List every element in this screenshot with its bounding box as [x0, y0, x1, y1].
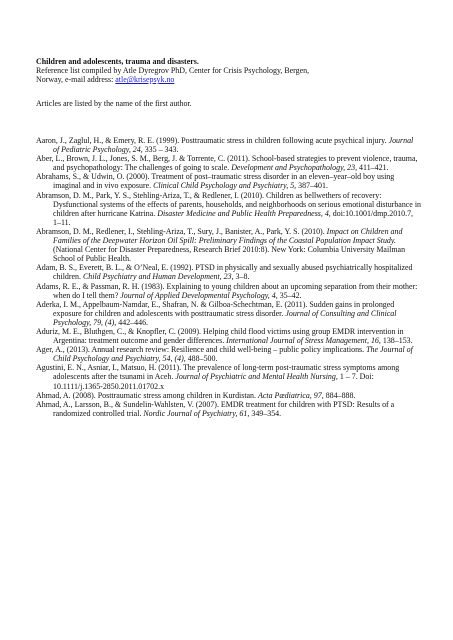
reference-entry [36, 391, 421, 400]
reference-entry [36, 227, 421, 263]
reference-entry [36, 172, 421, 190]
reference-details: 35–42. [277, 290, 302, 300]
reference-entry [36, 345, 421, 363]
reference-text: Abramson, D. M., Redlener, I., Stehling-Ariza, T., Sury, J., Banister, A., Park, Y. S. (2010). [36, 226, 327, 236]
reference-text: Aber, L., Brown, J. L., Jones, S. M., Berg, J. & Torrente, C. (2011). School-based strategies to prevent violence, trauma, and psychopathology: The challenges of going to scale. [36, 154, 418, 173]
reference-text: Ager, A., (2013). Annual research review: Resilience and child well-being – public policy implications. [36, 345, 367, 355]
reference-details: (National Center for Disaster Preparedness, Research Brief 2010:8). New York: Columbia University Mailman School of Public Health. [53, 245, 406, 264]
email-label: Norway, e-mail address: [36, 75, 116, 85]
reference-source: Nordic Journal of Psychiatry, 61, [143, 408, 250, 418]
reference-source: Development and Psychopathology, 23, [231, 163, 358, 173]
reference-text: Abramson, D. M., Park, Y. S., Stehling-Ariza, T., & Redlener, I. (2010). Children as bellwethers of recovery: Dysfunctional systems of the effects of parents, households, and neighborhoods on serious emotional disturbance in children after hurricane Katrina. [36, 190, 421, 218]
reference-entry [36, 300, 421, 327]
email-link[interactable]: atle@krisepsyk.no [115, 75, 175, 85]
reference-source: Journal of Pediatric Psychology, 24, [53, 136, 414, 155]
reference-text: Aderka, I. M., Appelbaum-Namdar, E., Shafran, N. & Gilboa-Schechtman, E. (2011). Sudden gains in prolonged exposure for children and adolescents with posttraumatic stress disorder. [36, 299, 395, 318]
reference-text: Aaron, J., Zaglul, H., & Emery, R. E. (1999). Posttraumatic stress in children following acute psychical injury. [36, 136, 389, 145]
reference-text: Ahmad, A. (2008). Posttraumatic stress among children in Kurdistan. [36, 390, 258, 400]
reference-text: Adam, B. S., Everett, B. L., & O’Neal, E. (1992). PTSD in physically and sexually abused psychiatrically hospitalized children. [36, 263, 413, 282]
reference-details: 411–421. [357, 163, 389, 173]
reference-source: Disaster Medicine and Public Health Preparedness, 4, [157, 208, 331, 218]
reference-text: Aduriz, M. E., Bluthgen, C., & Knopfler, C. (2009). Helping child flood victims using group EMDR intervention in Argentina: treatment outcome and gender differences. [36, 326, 404, 346]
reference-details: 349–354. [249, 408, 282, 418]
reference-source: Journal of Consulting and Clinical Psychology, 79, (4), [53, 308, 397, 327]
ordering-note: Articles are listed by the name of the first author. [36, 99, 192, 108]
reference-entry [36, 327, 421, 345]
reference-source: Journal of Psychiatric and Mental Health Nursing, [175, 372, 338, 382]
reference-source: International Journal of Stress Management, 16, [226, 336, 381, 346]
contact-line [36, 75, 421, 84]
reference-entry [36, 263, 421, 281]
reference-entry [36, 154, 421, 172]
reference-list [36, 136, 421, 418]
reference-details: doi:10.1001/dmp.2010.7, 1–11. [53, 208, 414, 227]
reference-source: The Journal of Child Psychology and Psychiatry, 54, (4), [53, 345, 413, 364]
reference-entry [36, 363, 421, 390]
document-title: Children and adolescents, trauma and disasters. [36, 57, 199, 66]
reference-source: Impact on Children and Families of the Deepwater Horizon Oil Spill: Preliminary Findings of the Coastal Population Impact Study. [53, 226, 403, 246]
reference-details: 335 – 343. [142, 145, 179, 155]
reference-source: Journal of Applied Developmental Psychology, 4, [120, 290, 278, 300]
reference-entry [36, 191, 421, 227]
reference-details: 387–401. [296, 181, 328, 191]
reference-details: 884–888. [323, 390, 356, 400]
reference-source: Acta Pædiatrica, 97, [258, 390, 324, 400]
compiled-by-line: Reference list compiled by Atle Dyregrov PhD, Center for Crisis Psychology, Bergen, [36, 66, 310, 76]
reference-details: 138–153. [380, 336, 413, 346]
reference-entry [36, 136, 421, 154]
reference-entry [36, 400, 421, 418]
reference-details: 3–8. [233, 272, 250, 282]
reference-text: Adams, R. E., & Passman, R. H. (1983). Explaining to young children about an upcoming separation from their mother: when do I tell them? [36, 281, 418, 300]
reference-text: Ahmad, A., Larsson, B., & Sundelin-Wahlsten, V. (2007). EMDR treatment for children with PTSD: Results of a randomized controlled trial. [36, 399, 395, 418]
document-header [36, 57, 421, 84]
reference-text: Agustini, E. N., Asniar, I., Matsuo, H. (2011). The prevalence of long-term post-traumatic stress symptoms among adolescents after the tsunami in Aceh. [36, 363, 400, 382]
reference-text: Abrahams, S., & Udwin, O. (2000). Treatment of post–traumatic stress disorder in an eleven–year–old boy using imaginal and in vivo exposure. [36, 172, 395, 191]
reference-details: 488–500. [185, 354, 218, 364]
reference-details: 442–446. [116, 317, 149, 327]
reference-source: Clinical Child Psychology and Psychiatry, 5, [153, 181, 297, 191]
reference-details: 1 – 7. Doi: 10.1111/j.1365-2850.2011.01702.x [53, 372, 374, 391]
reference-source: Child Psychiatry and Human Development, 23, [82, 272, 234, 282]
reference-entry [36, 282, 421, 300]
